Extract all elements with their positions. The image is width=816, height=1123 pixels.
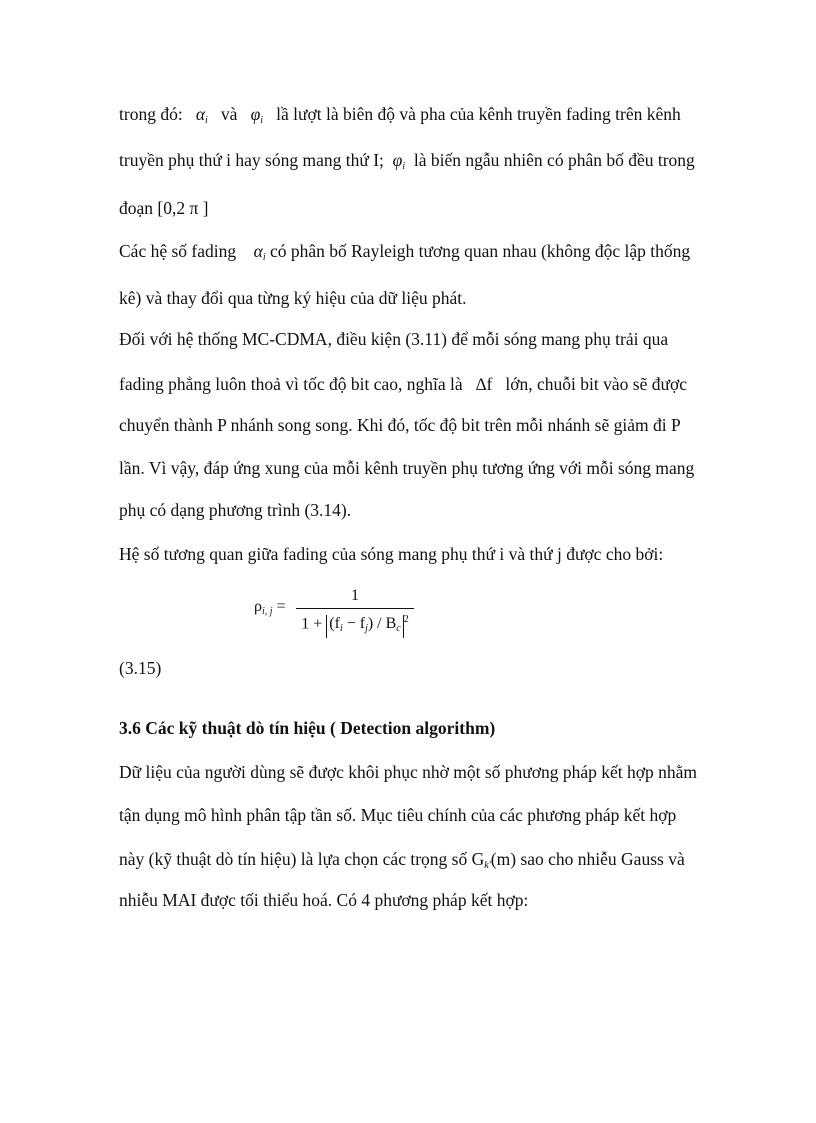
paragraph-3-line-5: phụ có dạng phương trình (3.14). bbox=[119, 500, 352, 520]
paragraph-5-line-4: nhiễu MAI được tối thiểu hoá. Có 4 phương pháp kết hợp: bbox=[119, 890, 529, 910]
equation-number: (3.15) bbox=[119, 658, 162, 678]
correlation-formula bbox=[254, 585, 424, 635]
paragraph-1-line-3: đoạn [0,2 π ] bbox=[119, 198, 209, 218]
phi-symbol: φ bbox=[250, 104, 261, 124]
paragraph-1-line-2: truyền phụ thứ i hay sóng mang thứ I; $\varphi_i$ là biến ngẫu nhiên có phân bố đều trong bbox=[119, 150, 695, 172]
paragraph-5-line-1: Dữ liệu của người dùng sẽ được khôi phục nhờ một số phương pháp kết hợp nhằm bbox=[119, 762, 698, 782]
section-heading: 3.6 Các kỹ thuật dò tín hiệu ( Detection algorithm) bbox=[119, 718, 496, 738]
paragraph-3-line-1: Đối với hệ thống MC-CDMA, điều kiện (3.11) để mỗi sóng mang phụ trải qua bbox=[119, 329, 669, 349]
alpha-symbol: α bbox=[195, 104, 205, 124]
paragraph-2-line-2: kê) và thay đổi qua từng ký hiệu của dữ liệu phát. bbox=[119, 288, 467, 308]
formula-lhs: $\rho_{i, j}$ = bbox=[254, 598, 286, 617]
formula-denominator: $1 + (f_i - f_j) / B_c^2$ bbox=[296, 609, 414, 631]
paragraph-3-line-3: chuyển thành P nhánh song song. Khi đó, tốc độ bit trên mỗi nhánh sẽ giảm đi P bbox=[119, 415, 681, 435]
formula-numerator: 1 bbox=[351, 587, 359, 604]
paragraph-3-line-4: lần. Vì vậy, đáp ứng xung của mỗi kênh truyền phụ tương ứng với mỗi sóng mang bbox=[119, 458, 695, 478]
paragraph-4-line-1: Hệ số tương quan giữa fading của sóng mang phụ thứ i và thứ j được cho bởi: bbox=[119, 544, 664, 564]
paragraph-1-line-1: trong đó: $\alpha_i$ và $\varphi_i$ lầ lượt là biên độ và pha của kênh truyền fading trên kênh bbox=[119, 104, 681, 126]
phi-symbol: φ bbox=[392, 150, 403, 170]
paragraph-5-line-2: tận dụng mô hình phân tập tần số. Mục tiêu chính của các phương pháp kết hợp bbox=[119, 805, 677, 825]
paragraph-3-line-2: fading phẳng luôn thoả vì tốc độ bit cao, nghĩa là ∆f lớn, chuỗi bit vào sẽ được bbox=[119, 374, 687, 394]
paragraph-2-line-1: Các hệ số fading $\alpha_i$ có phân bố Rayleigh tương quan nhau (không độc lập thống bbox=[119, 241, 691, 263]
formula-fraction bbox=[296, 585, 414, 635]
alpha-symbol: α bbox=[253, 241, 263, 261]
paragraph-5-line-3: này (kỹ thuật dò tín hiệu) là lựa chọn các trọng số $G_{k'}(m)$ sao cho nhiễu Gauss và bbox=[119, 849, 685, 871]
